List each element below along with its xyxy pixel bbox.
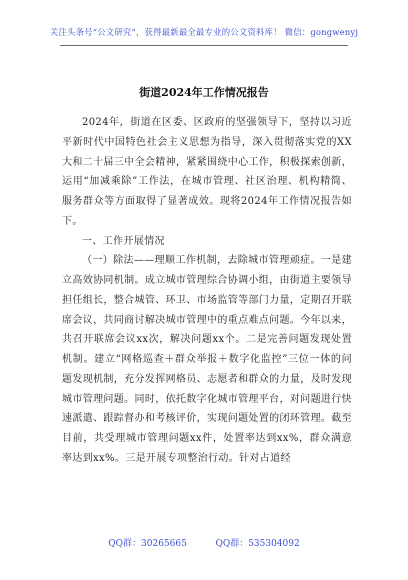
- qq-group-number-2: 535304092: [248, 539, 300, 549]
- document-body: [62, 113, 352, 469]
- intro-paragraph: 2024年，街道在区委、区政府的坚强领导下，坚持以习近平新时代中国特色社会主义思想为指导，深入贯彻落实党的XX大和二十届三中全会精神，紧紧围绕中心工作，积极探索创新，运用“加减乘除”工作法，在城市管理、社区治理、机构精简、服务群众等方面取得了显著成效。现将2024年工作情况报告如下。: [62, 117, 352, 227]
- header-divider: [60, 45, 348, 46]
- header-promo-text: 关注头条号“公文研究”，获得最新最全最专业的公文资料库！ 微信：gongwenyj: [49, 27, 359, 37]
- document-title: 街道2024年工作情况报告: [139, 86, 269, 99]
- qq-group-number-1: 30265665: [141, 539, 187, 549]
- footer-qq-groups: [0, 536, 408, 549]
- section-paragraph: （一）除法——理顺工作机制，去除城市管理顽症。一是建立高效协同机制。成立城市管理综合协调小组，由街道主要领导担任组长，整合城管、环卫、市场监管等部门力量，定期召开联席会议，共同商讨解决城市管理中的重点难点问题。今年以来，共召开联席会议xx次，解决问题xx个。二是完善问题发现处置机制。建立“网格巡查＋群众举报＋数字化监控”三位一体的问题发现机制，充分发挥网格员、志愿者和群众的力量，及时发现城市管理问题。同时，依托数字化城市管理平台，对问题进行快速派遣、跟踪督办和考核评价，实现问题处置的闭环管理。截至目前，共受理城市管理问题xx件，处置率达到xx%，群众满意率达到xx%。三是开展专项整治行动。针对占道经: [62, 255, 352, 464]
- qq-group-label-2: QQ群：: [215, 539, 249, 549]
- qq-group-label-1: QQ群：: [108, 539, 142, 549]
- section-heading: 一、工作开展情况: [82, 235, 165, 247]
